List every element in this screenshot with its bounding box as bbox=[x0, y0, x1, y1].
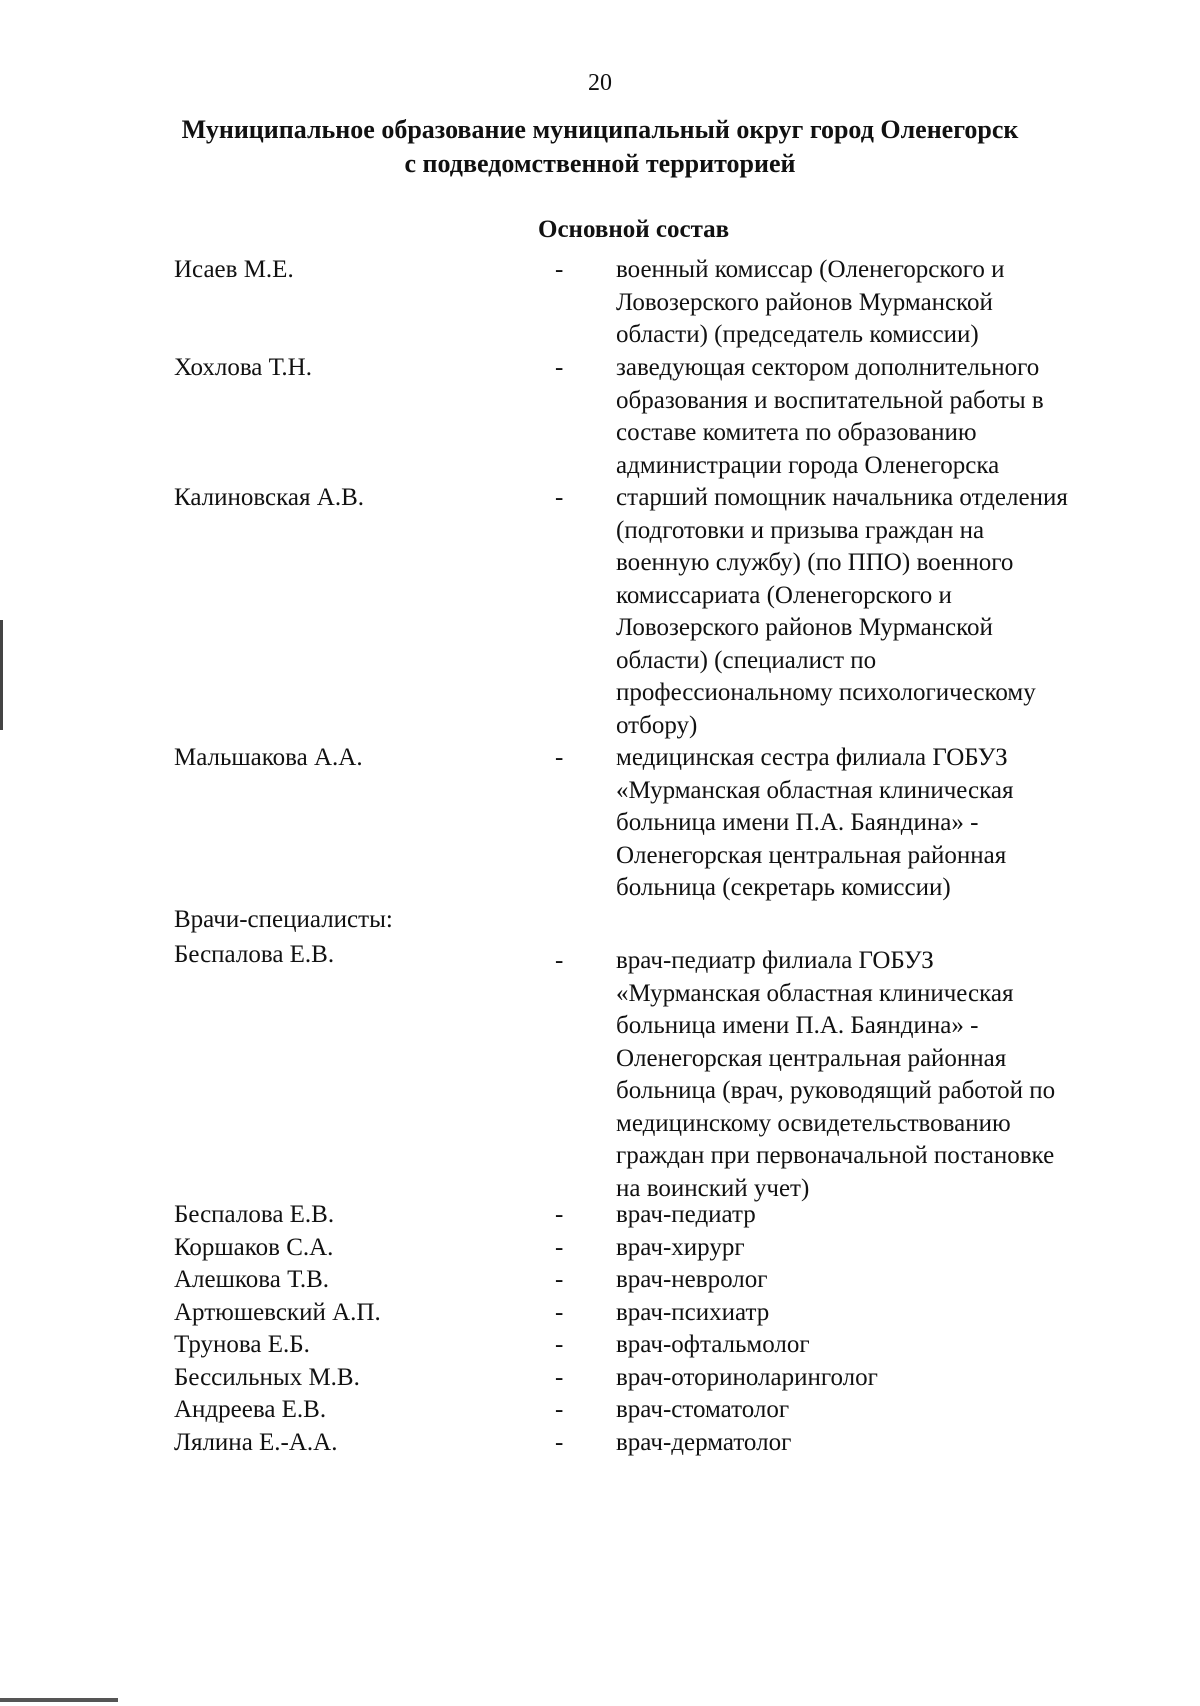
dash-separator: - bbox=[555, 1299, 564, 1326]
dash-separator: - bbox=[555, 1396, 564, 1423]
specialist-name: Андреева Е.В. bbox=[174, 1396, 327, 1423]
dash-separator: - bbox=[555, 484, 564, 511]
title-line-1: Муниципальное образование муниципальный округ город Оленегорск bbox=[181, 115, 1019, 144]
specialist-role: врач-стоматолог bbox=[616, 1396, 790, 1423]
specialist-role: врач-психиатр bbox=[616, 1299, 770, 1326]
specialist-role: врач-дерматолог bbox=[616, 1429, 792, 1456]
position-line: Оленегорская центральная районная bbox=[616, 841, 1007, 869]
position-line: на воинский учет) bbox=[616, 1174, 810, 1202]
member-position bbox=[616, 742, 1136, 905]
position-line: военный комиссар (Оленегорского и bbox=[616, 256, 1005, 283]
member-position bbox=[616, 482, 1136, 742]
member-position bbox=[616, 945, 1136, 1205]
specialist-name: Алешкова Т.В. bbox=[174, 1266, 330, 1293]
position-line: военную службу) (по ППО) военного bbox=[616, 549, 1014, 576]
position-line: составе комитета по образованию bbox=[616, 419, 977, 446]
member-position bbox=[616, 352, 1136, 482]
position-line: образования и воспитательной работы в bbox=[616, 386, 1044, 414]
specialist-name: Трунова Е.Б. bbox=[174, 1331, 310, 1358]
position-line: врач-педиатр филиала ГОБУЗ bbox=[616, 947, 934, 974]
scan-bottom-mark bbox=[0, 1698, 118, 1702]
member-name: Исаев М.Е. bbox=[174, 256, 294, 283]
position-line: администрации города Оленегорска bbox=[616, 451, 1000, 479]
dash-separator: - bbox=[555, 744, 564, 771]
dash-separator: - bbox=[555, 1201, 564, 1228]
position-line: области) (специалист по bbox=[616, 646, 877, 674]
specialist-name: Артюшевский А.П. bbox=[174, 1299, 381, 1326]
specialist-role: врач-офтальмолог bbox=[616, 1331, 810, 1358]
position-line: медицинскому освидетельствованию bbox=[616, 1109, 1011, 1137]
dash-separator: - bbox=[555, 1429, 564, 1456]
position-line: Ловозерского районов Мурманской bbox=[616, 288, 993, 316]
position-line: больница имени П.А. Баяндина» - bbox=[616, 1012, 979, 1039]
position-line: профессиональному психологическому bbox=[616, 679, 1036, 706]
specialist-name: Бессильных М.В. bbox=[174, 1364, 360, 1391]
position-line: граждан при первоначальной постановке bbox=[616, 1142, 1055, 1169]
member-name: Калиновская А.В. bbox=[174, 484, 364, 511]
title-line-2: с подведомственной территорией bbox=[404, 149, 796, 178]
specialist-role: врач-педиатр bbox=[616, 1201, 756, 1228]
position-line: области) (председатель комиссии) bbox=[616, 321, 979, 348]
specialist-role: врач-хирург bbox=[616, 1234, 745, 1261]
member-position bbox=[616, 254, 1136, 352]
dash-separator: - bbox=[555, 1266, 564, 1293]
specialists-heading: Врачи-специалисты: bbox=[174, 906, 393, 933]
position-line: медицинская сестра филиала ГОБУЗ bbox=[616, 744, 1008, 771]
dash-separator: - bbox=[555, 1364, 564, 1391]
specialist-name: Беспалова Е.В. bbox=[174, 1201, 335, 1228]
specialist-name: Лялина Е.-А.А. bbox=[174, 1429, 338, 1456]
position-line: (подготовки и призыва граждан на bbox=[616, 516, 985, 544]
dash-separator: - bbox=[555, 256, 564, 283]
specialist-role: врач-невролог bbox=[616, 1266, 768, 1293]
document-title bbox=[120, 113, 1080, 181]
position-line: Оленегорская центральная районная bbox=[616, 1044, 1007, 1072]
page-number: 20 bbox=[588, 70, 612, 96]
specialist-role: врач-оториноларинголог bbox=[616, 1364, 878, 1391]
scan-edge-mark bbox=[0, 620, 3, 730]
dash-separator: - bbox=[555, 354, 564, 381]
position-line: старший помощник начальника отделения bbox=[616, 484, 1068, 511]
member-name: Мальшакова А.А. bbox=[174, 744, 363, 771]
position-line: больница имени П.А. Баяндина» - bbox=[616, 809, 979, 836]
dash-separator: - bbox=[555, 1331, 564, 1358]
position-line: Ловозерского районов Мурманской bbox=[616, 614, 993, 641]
section-heading-main-composition: Основной состав bbox=[538, 216, 730, 243]
position-line: больница (секретарь комиссии) bbox=[616, 874, 951, 901]
position-line: «Мурманская областная клиническая bbox=[616, 979, 1014, 1007]
position-line: заведующая сектором дополнительного bbox=[616, 354, 1040, 381]
dash-separator: - bbox=[555, 1234, 564, 1261]
position-line: комиссариата (Оленегорского и bbox=[616, 581, 952, 609]
specialist-name: Коршаков С.А. bbox=[174, 1234, 334, 1261]
position-line: отбору) bbox=[616, 711, 698, 739]
member-name: Хохлова Т.Н. bbox=[174, 354, 312, 381]
member-name: Беспалова Е.В. bbox=[174, 941, 335, 968]
position-line: «Мурманская областная клиническая bbox=[616, 776, 1014, 804]
dash-separator: - bbox=[555, 947, 564, 974]
position-line: больница (врач, руководящий работой по bbox=[616, 1077, 1056, 1104]
